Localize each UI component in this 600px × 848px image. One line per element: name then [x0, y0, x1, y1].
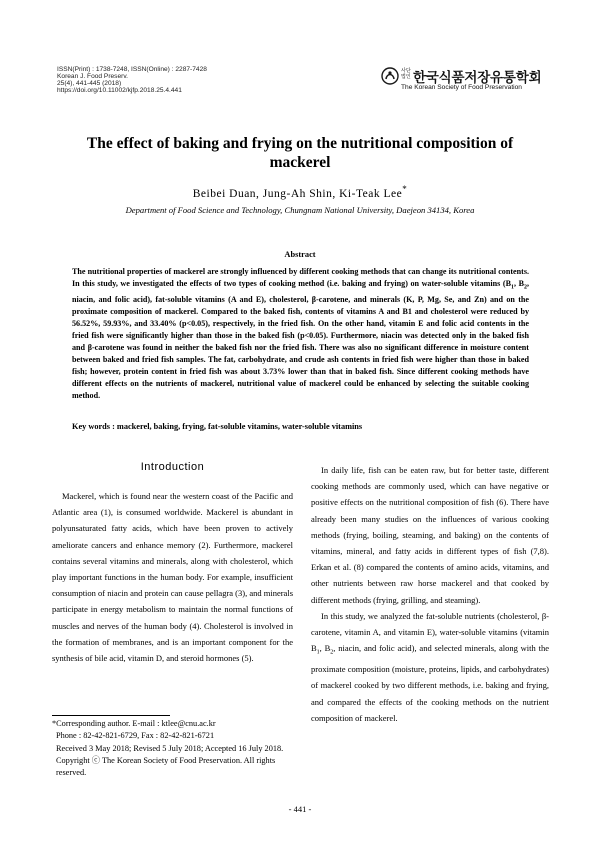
affiliation: Department of Food Science and Technology, Chungnam National University, Daejeon 34134, Korea: [125, 205, 475, 215]
page-number: - 441 -: [288, 804, 312, 814]
society-english-name: The Korean Society of Food Preservation: [401, 84, 522, 91]
author-list: [60, 184, 540, 200]
right-para2-sub-1: 1: [316, 649, 320, 656]
right-paragraph-1: In daily life, fish can be eaten raw, but for better taste, different cooking methods are commonly used, which can have negative or positive effects on the nutritional composition of fish (6). There have already been many studies on the influences of various cooking methods (frying, boiling, steaming, and baking) on the contents of vitamins, mineral, and fatty acids in different types of fish (7,8). Erkan et al. (8) compared the contents of amino acids, vitamins, and other nutrients between raw horse mackerel and that cooked by different methods (frying, grilling, and steaming).: [311, 465, 549, 605]
footnote-phone: Phone : 82-42-821-6729, Fax : 82-42-821-6721: [56, 731, 215, 741]
volume-line: 25(4), 441-445 (2018): [57, 80, 122, 88]
abstract-heading: Abstract: [284, 250, 316, 259]
author-names: Beibei Duan, Jung-Ah Shin, Ki-Teak Lee: [192, 187, 403, 200]
abstract-text-3: , niacin, and folic acid), fat-soluble vitamins (A and E), cholesterol, β-carotene, and minerals (K, P, Mg, Se, and Zn) and on the proximate composition of mackerel. Compared to the baked fish, contents of vitamins A and B1 and cholesterol were reduced by 56.52%, 59.93%, and 33.40% (p<0.05), respectively, in the fried fish. On the other hand, vitamin E and folic acid contents in the fried fish were significantly higher than those in the baked fish (p<0.05). Furthermore, niacin was detected only in the baked fish and β-carotene was found in neither the baked fish nor the fried fish. There was also no significant difference in moisture content between baked and fried fish samples. The fat, carbohydrate, and crude ash contents in fried fish were higher than those in baked fish; however, protein content in fried fish was about 3.73% lower than that in baked fish. Since different cooking methods have different effects on the nutrients of mackerel, nutritional value of mackerel could be enhanced by selecting the suitable cooking method.: [72, 278, 529, 400]
journal-header: [57, 66, 257, 94]
paper-title: The effect of baking and frying on the nutritional composition of mackerel: [86, 135, 514, 171]
issn-line: ISSN(Print) : 1738-7248, ISSN(Online) : 2287-7428: [57, 66, 207, 73]
right-para2-sub-2: 2: [330, 649, 334, 656]
abstract-sub-2: 2: [523, 284, 527, 291]
footnote-dates: Received 3 May 2018; Revised 5 July 2018; Accepted 16 July 2018.: [56, 743, 284, 753]
abstract-text-2: , B: [513, 278, 524, 288]
intro-paragraph-1: Mackerel, which is found near the western coast of the Pacific and Atlantic area (1), is consumed worldwide. Mackerel is abundant in polyunsaturated fatty acids, which have been proven to actively ameliorate cancers and enhance memory (2). Furthermore, mackerel contains several vitamins and minerals, along with cholesterol, which play important functions in the human body. For example, insufficient consumption of niacin and protein can cause pellagra (3), and minerals participate in energy metabolism to maintain the normal functions of muscles and nerves of the human body (4). Cholesterol is involved in the formation of membranes, and is an important component for the synthesis of bile acid, vitamin D, and steroid hormones (5).: [52, 491, 293, 664]
footnote-corresponding: *Corresponding author. E-mail : ktlee@cnu.ac.kr: [52, 719, 216, 728]
right-para2-text-c: , niacin, and folic acid), and selected minerals, along with the proximate composition (moisture, proteins, lipids, and carbohydrates) of mackerel cooked by two different methods, i.e. baking and frying, and compared the effects of the cooking methods on the nutrient composition of mackerel.: [311, 643, 549, 723]
abstract-body: [72, 266, 529, 402]
doi-link[interactable]: https://doi.org/10.11002/kjfp.2018.25.4.441: [57, 87, 182, 95]
journal-name: Korean J. Food Preserv.: [57, 73, 128, 81]
right-para2-text-a: In this study, we analyzed the fat-soluble nutrients (cholesterol, β-carotene, vitamin A, and vitamin E), water-soluble vitamins (vitamin B: [311, 610, 549, 654]
abstract-text-1: The nutritional properties of mackerel are strongly influenced by different cooking methods that can change its nutritional contents. In this study, we investigated the effects of two types of cooking method (i.e. baking and frying) on water-soluble vitamins (B: [72, 267, 529, 288]
left-column: [52, 488, 293, 666]
right-column: [311, 462, 549, 726]
corresponding-mark: *: [402, 184, 408, 194]
society-emblem-icon: [381, 67, 399, 85]
society-small-label: 사단법인: [401, 68, 411, 80]
footnote: [52, 718, 292, 779]
society-korean-name: 한국식품저장유통학회: [413, 70, 542, 86]
right-paragraph-2: [311, 608, 549, 726]
footnote-copyright: Copyright ⓒ The Korean Society of Food Preservation. All rights reserved.: [56, 755, 276, 778]
footnote-rule: [52, 715, 170, 716]
society-logo: [381, 66, 551, 94]
abstract-sub-1: 1: [510, 284, 514, 291]
right-para2-text-b: , B: [319, 643, 331, 654]
keywords: Key words : mackerel, baking, frying, fat-soluble vitamins, water-soluble vitamins: [72, 422, 363, 431]
introduction-heading: Introduction: [140, 461, 205, 473]
